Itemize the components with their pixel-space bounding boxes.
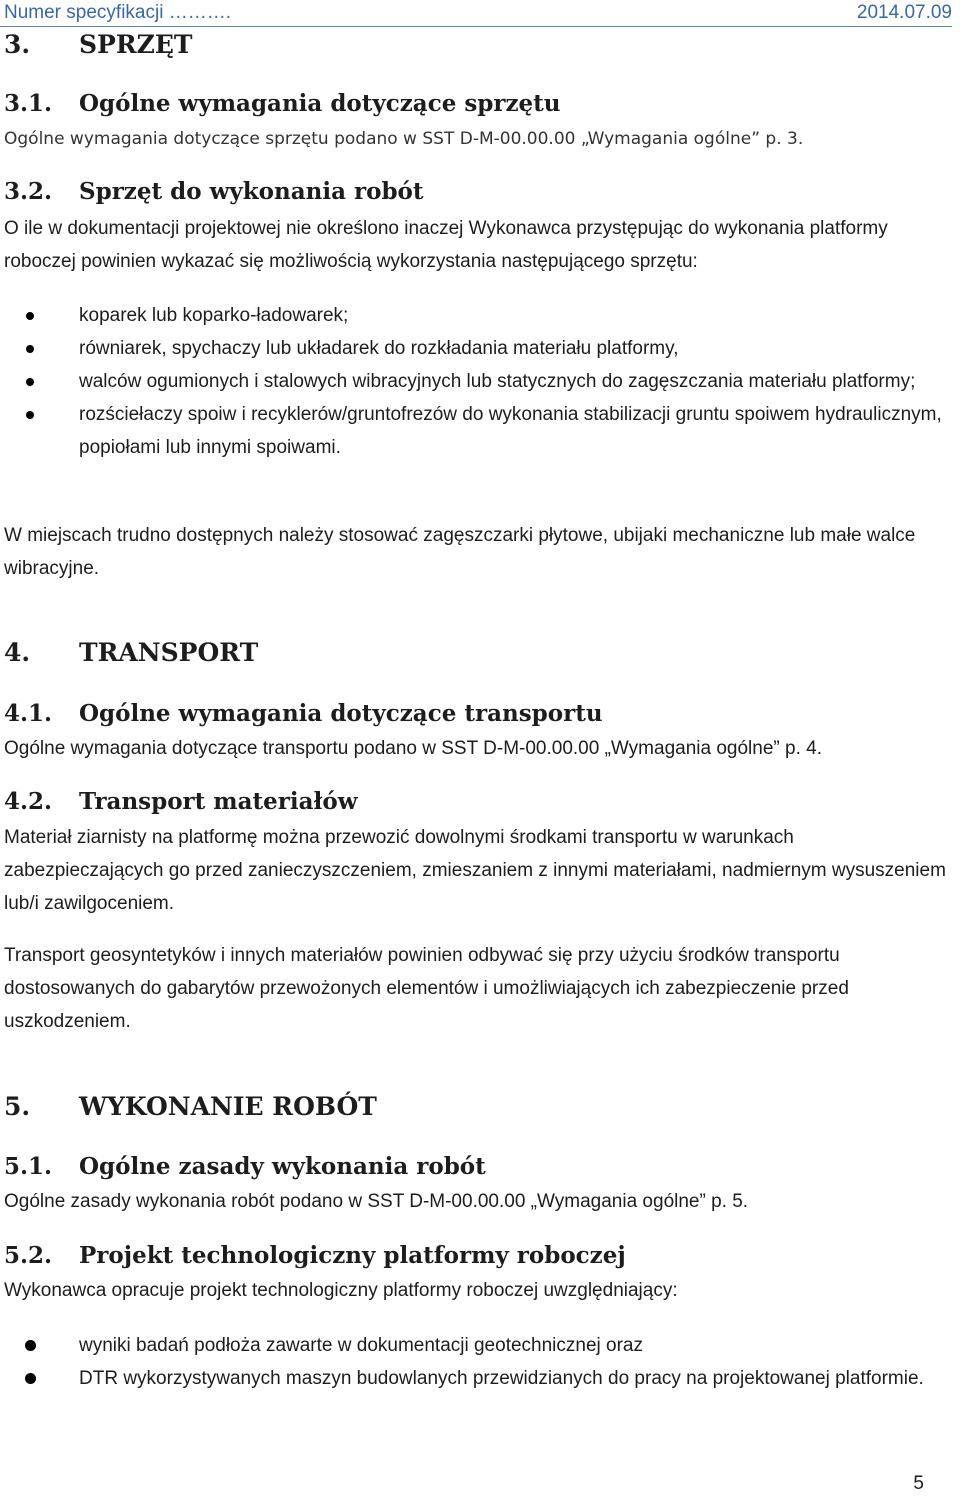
spec-number-label: Numer specyfikacji ………. <box>4 2 231 23</box>
subsection-heading-4-2 <box>4 788 358 815</box>
page-header <box>0 0 952 27</box>
list-item: wyniki badań podłoża zawarte w dokumentacji geotechnicznej oraz <box>0 1329 952 1362</box>
subsection-title: Sprzęt do wykonania robót <box>79 178 424 205</box>
paragraph: Ogólne wymagania dotyczące sprzętu podano w SST D-M-00.00.00 „Wymagania ogólne” p. 3. <box>4 129 804 149</box>
bullet-icon <box>26 312 34 320</box>
section-title: TRANSPORT <box>79 638 259 667</box>
list-item: rozściełaczy spoiw i recyklerów/gruntofrezów do wykonania stabilizacji gruntu spoiwem hydraulicznym, popiołami lub innymi spoiwami. <box>0 398 952 464</box>
subsection-title: Transport materiałów <box>79 788 358 815</box>
subsection-heading-5-1 <box>4 1153 486 1180</box>
paragraph: W miejscach trudno dostępnych należy stosować zagęszczarki płytowe, ubijaki mechaniczne lub małe walce wibracyjne. <box>4 525 916 579</box>
subsection-number: 3.1. <box>4 90 53 117</box>
paragraph: Ogólne wymagania dotyczące transportu podano w SST D-M-00.00.00 „Wymagania ogólne” p. 4. <box>4 738 822 759</box>
section-number: 5. <box>4 1092 31 1121</box>
list-item: koparek lub koparko-ładowarek; <box>0 299 952 332</box>
paragraph: Wykonawca opracuje projekt technologiczny platformy roboczej uwzględniający: <box>4 1280 678 1301</box>
subsection-heading-3-1 <box>4 90 561 117</box>
section-number: 3. <box>4 30 31 59</box>
paragraph: Ogólne zasady wykonania robót podano w SST D-M-00.00.00 „Wymagania ogólne” p. 5. <box>4 1191 749 1212</box>
page-number: 5 <box>913 1473 924 1494</box>
subsection-heading-3-2 <box>4 178 424 205</box>
subsection-title: Ogólne wymagania dotyczące sprzętu <box>79 90 561 117</box>
equipment-list <box>0 299 952 464</box>
project-requirements-list <box>0 1329 952 1395</box>
bullet-icon <box>26 411 34 419</box>
subsection-number: 5.1. <box>4 1153 53 1180</box>
paragraph: O ile w dokumentacji projektowej nie określono inaczej Wykonawca przystępując do wykonania platformy roboczej powinien wykazać się możliwością wykorzystania następującego sprzętu: <box>4 218 888 272</box>
bullet-icon <box>26 345 34 353</box>
section-heading-4 <box>4 638 258 667</box>
subsection-heading-4-1 <box>4 700 603 727</box>
list-item: DTR wykorzystywanych maszyn budowlanych przewidzianych do pracy na projektowanej platformie. <box>0 1362 952 1395</box>
subsection-number: 5.2. <box>4 1242 53 1269</box>
header-date: 2014.07.09 <box>856 2 952 23</box>
subsection-title: Ogólne zasady wykonania robót <box>79 1153 486 1180</box>
subsection-heading-5-2 <box>4 1242 626 1269</box>
list-item: walców ogumionych i stalowych wibracyjnych lub statycznych do zagęszczania materiału platformy; <box>0 365 952 398</box>
bullet-icon <box>25 1373 36 1384</box>
subsection-number: 4.1. <box>4 700 53 727</box>
subsection-number: 3.2. <box>4 178 53 205</box>
subsection-number: 4.2. <box>4 788 53 815</box>
section-heading-3 <box>4 30 193 59</box>
bullet-icon <box>25 1340 36 1351</box>
paragraph: Materiał ziarnisty na platformę można przewozić dowolnymi środkami transportu w warunkach zabezpieczających go przed zanieczyszczeniem, zmieszaniem z innymi materiałami, nadmiernym wysuszeniem lub/i zawilgoceniem. <box>4 827 946 914</box>
bullet-icon <box>26 378 34 386</box>
subsection-title: Projekt technologiczny platformy roboczej <box>79 1242 626 1269</box>
section-heading-5 <box>4 1092 377 1121</box>
subsection-title: Ogólne wymagania dotyczące transportu <box>79 700 603 727</box>
section-title: SPRZĘT <box>79 30 193 59</box>
list-item: równiarek, spychaczy lub układarek do rozkładania materiału platformy, <box>0 332 952 365</box>
paragraph: Transport geosyntetyków i innych materiałów powinien odbywać się przy użyciu środków transportu dostosowanych do gabarytów przewożonych elementów i umożliwiających ich zabezpieczenie przed uszkodzeniem. <box>4 945 849 1032</box>
section-number: 4. <box>4 638 31 667</box>
section-title: WYKONANIE ROBÓT <box>79 1092 377 1121</box>
